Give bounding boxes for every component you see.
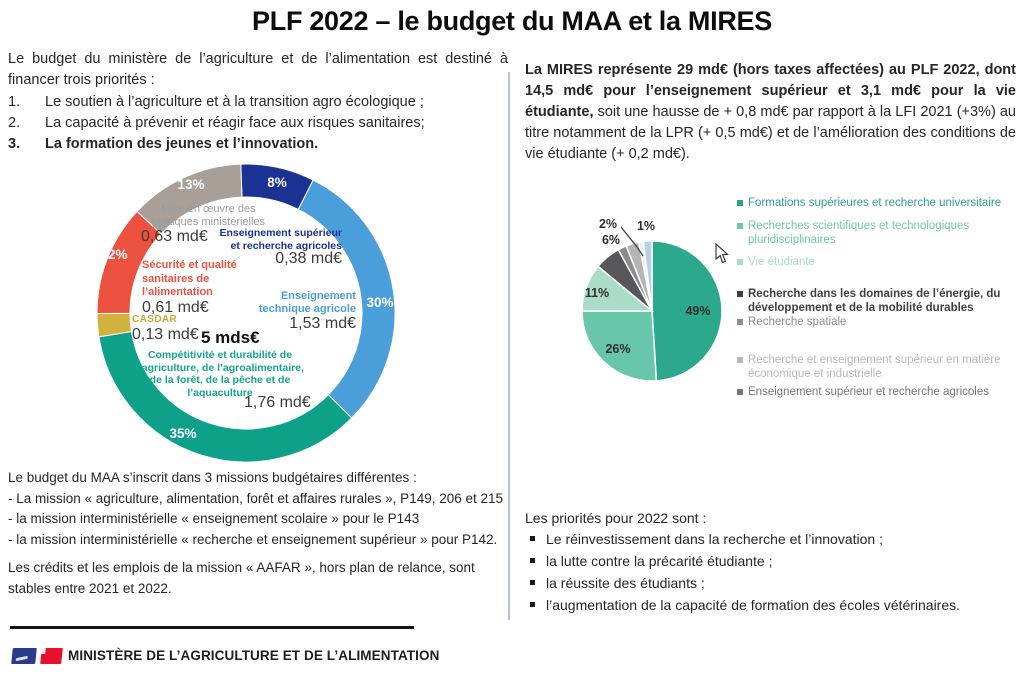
legend-bullet xyxy=(737,319,743,325)
mission-line: - la mission interministérielle « enseignement scolaire » pour le P143 xyxy=(8,511,420,526)
donut-label-enseignement-technique xyxy=(241,290,356,330)
donut-slice-amount: 0,61 md€ xyxy=(142,298,209,316)
legend-item xyxy=(737,219,1019,247)
mouse-cursor-icon xyxy=(715,243,729,264)
legend-item xyxy=(737,385,1019,399)
donut-slice-label: CASDAR xyxy=(132,314,178,325)
donut-label-competitivite xyxy=(134,349,306,399)
bullet-square-icon xyxy=(530,558,535,563)
french-flag-red-icon xyxy=(40,648,63,664)
legend-bullet xyxy=(737,291,743,297)
left-priorities-list xyxy=(8,92,508,155)
chart-percent-label: 2% xyxy=(598,217,618,231)
donut-slice-amount: 0,38 md€ xyxy=(275,250,342,267)
left-intro-paragraph: Le budget du ministère de l’agriculture et de l’alimentation est destiné à financer trois priorités : xyxy=(8,51,508,88)
right-intro-paragraph xyxy=(525,60,1016,165)
legend-item xyxy=(737,255,1019,269)
missions-block xyxy=(8,468,512,550)
bullet-square-icon xyxy=(530,580,535,585)
legend-bullet xyxy=(737,357,743,363)
donut-slice-label: Sécurité et qualité sanitaires de l’alimentation xyxy=(142,259,237,298)
legend-label: Recherches scientifiques et technologiques pluridisciplinaires xyxy=(748,220,970,246)
ministry-name: MINISTÈRE DE L’AGRICULTURE ET DE L’ALIMENTATION xyxy=(68,648,440,663)
list-item xyxy=(8,113,508,134)
list-item xyxy=(8,134,508,155)
legend-item xyxy=(737,196,1019,210)
legend-item xyxy=(737,315,1019,329)
bullet-item xyxy=(525,594,1016,616)
donut-chart xyxy=(96,163,406,465)
right-intro-rest: soit une hausse de + 0,8 md€ par rapport à la LFI 2021 (+3%) au titre notamment de la LPR (+ 0,5 md€) et de l’amélioration des conditions de vie étudiante (+ 0,2 md€). xyxy=(525,104,1016,162)
legend-bullet xyxy=(737,223,743,229)
donut-slice-amount: 0,13 md€ xyxy=(132,326,199,343)
donut-slice-label: Mise en œuvre des politiques ministérielles xyxy=(151,203,266,228)
right-priorities-title: Les priorités pour 2022 sont : xyxy=(525,510,707,526)
legend-label: Enseignement supérieur et recherche agricoles xyxy=(748,386,989,398)
chart-percent-label: 35% xyxy=(169,426,197,441)
chart-percent-label: 12% xyxy=(100,247,128,262)
chart-percent-label: 6% xyxy=(601,233,621,247)
bullet-item xyxy=(525,572,1016,594)
bullet-text: l’augmentation de la capacité de formation des écoles vétérinaires. xyxy=(546,597,961,613)
list-item-text: La capacité à prévenir et réagir face aux risques sanitaires; xyxy=(45,115,425,131)
french-flag-blue-icon xyxy=(11,648,37,664)
bullet-square-icon xyxy=(530,536,535,541)
list-item-number: 3. xyxy=(8,136,21,152)
legend-label: Vie étudiante xyxy=(748,256,815,268)
bullet-text: la lutte contre la précarité étudiante ; xyxy=(546,553,773,569)
bullet-text: la réussite des étudiants ; xyxy=(546,575,705,591)
list-item-number: 2. xyxy=(8,115,21,131)
list-item-number: 1. xyxy=(8,94,21,110)
legend-bullet xyxy=(737,389,743,395)
chart-percent-label: 30% xyxy=(366,295,394,310)
right-priorities-list xyxy=(525,528,1016,616)
chart-percent-label: 11% xyxy=(584,286,610,300)
mission-line: - la mission interministérielle « recherche et enseignement supérieur » pour P142. xyxy=(8,531,498,547)
list-item-text: Le soutien à l’agriculture et à la transition agro écologique ; xyxy=(45,94,424,110)
column-divider xyxy=(508,72,510,620)
pie-chart xyxy=(552,211,752,411)
credits-note: Les crédits et les emplois de la mission « AAFAR », hors plan de relance, sont stables entre 2021 et 2022. xyxy=(8,560,475,596)
bullet-item xyxy=(525,528,1016,550)
donut-slice-label: Compétitivité et durabilité de l’agriculture, de l’agroalimentaire, de la forêt, de la pêche et de l’aquaculture xyxy=(135,349,305,399)
list-item-text: La formation des jeunes et l’innovation. xyxy=(45,136,319,152)
donut-slice-amount: 1,53 md€ xyxy=(289,315,356,332)
missions-intro: Le budget du MAA s’inscrit dans 3 missions budgétaires différentes : xyxy=(8,470,417,485)
bullet-item xyxy=(525,550,1016,572)
bullet-text: Le réinvestissement dans la recherche et l’innovation ; xyxy=(546,531,883,547)
legend-item xyxy=(737,353,1019,381)
legend-label: Recherche et enseignement supérieur en matière économique et industrielle xyxy=(748,354,1001,380)
page-title: PLF 2022 – le budget du MAA et la MIRES xyxy=(252,6,772,36)
right-intro-bold: La MIRES représente 29 md€ (hors taxes affectées) au PLF 2022, dont 14,5 md€ pour l’enseignement supérieur et 3,1 md€ pour la vie étudiante, xyxy=(525,62,1016,120)
bullet-square-icon xyxy=(530,602,535,607)
donut-slice-amount: 1,76 md€ xyxy=(244,394,311,411)
chart-percent-label: 26% xyxy=(605,342,631,356)
legend-label: Formations supérieures et recherche universitaire xyxy=(748,197,1002,209)
legend-item xyxy=(737,287,1019,315)
mission-line: - La mission « agriculture, alimentation, forêt et affaires rurales », P149, 206 et 215 xyxy=(8,490,504,506)
donut-slice-label: Enseignement supérieur et recherche agricoles xyxy=(219,227,342,252)
legend-label: Recherche spatiale xyxy=(748,316,847,328)
donut-slice-label: Enseignement technique agricole xyxy=(258,290,356,315)
donut-center-total: 5 mds€ xyxy=(201,328,260,347)
chart-percent-label: 8% xyxy=(267,175,287,190)
legend-label: Recherche dans les domaines de l’énergie, du développement et de la mobilité durables xyxy=(748,288,1001,314)
chart-percent-label: 1% xyxy=(636,219,656,233)
footer-rule xyxy=(10,626,414,629)
pie-legend xyxy=(737,196,1019,399)
donut-slice-amount: 0,63 md€ xyxy=(141,228,208,245)
chart-percent-label: 13% xyxy=(177,177,205,192)
legend-bullet xyxy=(737,259,743,265)
donut-label-casdar xyxy=(132,314,199,344)
list-item xyxy=(8,92,508,113)
legend-bullet xyxy=(737,200,743,206)
chart-percent-label: 49% xyxy=(685,304,711,318)
